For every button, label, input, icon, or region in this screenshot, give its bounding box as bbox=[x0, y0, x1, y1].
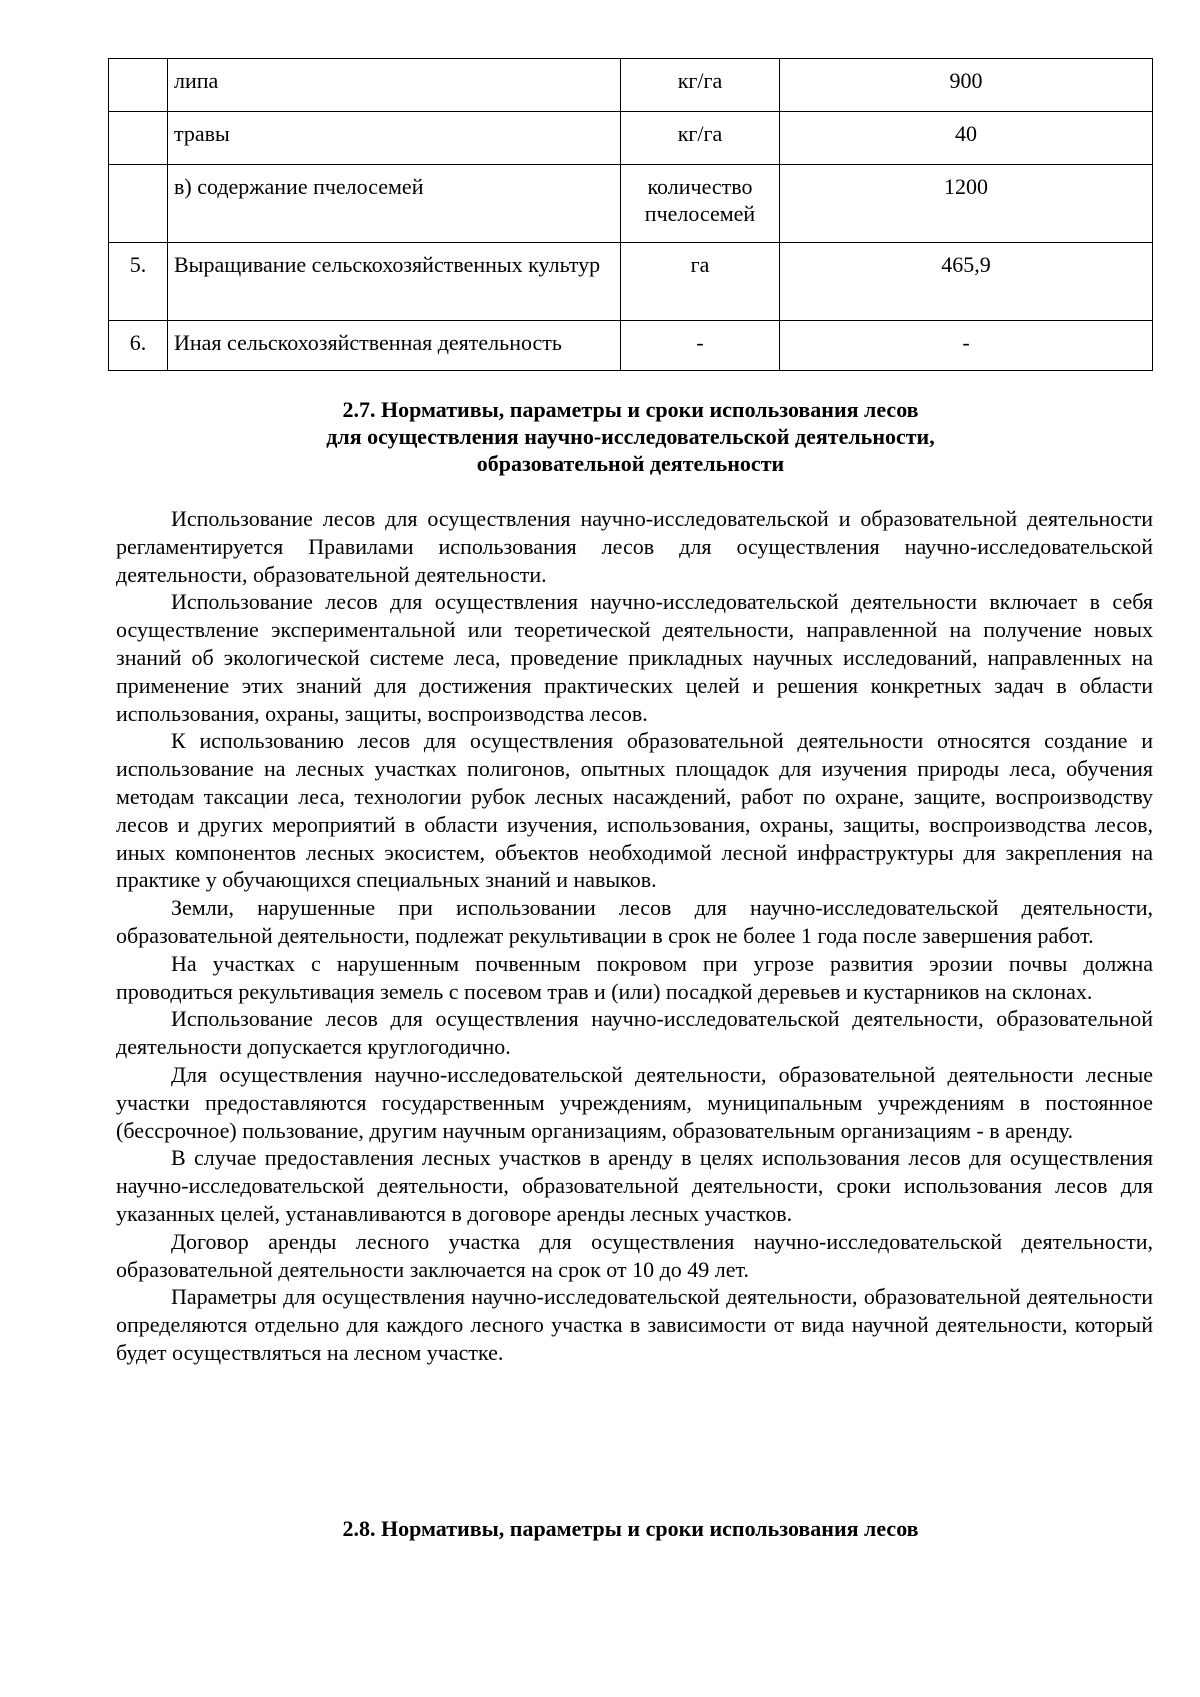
row-activity: липа bbox=[168, 59, 621, 112]
row-activity: Выращивание сельскохозяйственных культур bbox=[168, 243, 621, 321]
norms-table bbox=[108, 58, 1153, 371]
row-number: 5. bbox=[109, 243, 168, 321]
section-2-7-body bbox=[116, 505, 1153, 1367]
row-unit: - bbox=[621, 321, 780, 371]
paragraph: В случае предоставления лесных участков в аренду в целях использования лесов для осуществления научно-исследовательской деятельности, образовательной деятельности, сроки использования лесов для указанных целей, устанавливаются в договоре аренды лесных участков. bbox=[116, 1145, 1153, 1226]
row-number: 6. bbox=[109, 321, 168, 371]
section-2-7-heading bbox=[108, 396, 1153, 477]
paragraph: На участках с нарушенным почвенным покровом при угрозе развития эрозии почвы должна проводиться рекультивация земель с посевом трав и (или) посадкой деревьев и кустарников на склонах. bbox=[116, 950, 1153, 1004]
heading-line: для осуществления научно-исследовательской деятельности, bbox=[326, 424, 935, 449]
row-value: 465,9 bbox=[780, 243, 1153, 321]
row-unit: кг/га bbox=[621, 59, 780, 112]
heading-line: 2.7. Нормативы, параметры и сроки использования лесов bbox=[342, 397, 919, 422]
row-unit: количество пчелосемей bbox=[621, 165, 780, 243]
row-unit: га bbox=[621, 243, 780, 321]
row-activity: Иная сельскохозяйственная деятельность bbox=[168, 321, 621, 371]
table-row bbox=[109, 59, 1153, 112]
paragraph: К использованию лесов для осуществления образовательной деятельности относятся создание и использование на лесных участках полигонов, опытных площадок для изучения природы леса, обучения методам таксации леса, технологии рубок лесных насаждений, работ по охране, защите, воспроизводству лесов и других мероприятий в области изучения, использования, охраны, защиты, воспроизводства лесов, иных компонентов лесных экосистем, объектов необходимой лесной инфраструктуры для закрепления на практике у обучающихся специальных знаний и навыков. bbox=[116, 728, 1153, 893]
table-row bbox=[109, 112, 1153, 165]
paragraph: Земли, нарушенные при использовании лесов для научно-исследовательской деятельности, образовательной деятельности, подлежат рекультивации в срок не более 1 года после завершения работ. bbox=[116, 895, 1153, 948]
section-2-8-heading bbox=[108, 1515, 1153, 1542]
paragraph: Использование лесов для осуществления научно-исследовательской и образовательной деятельности регламентируется Правилами использования лесов для осуществления научно-исследовательской деятельности, образовательной деятельности. bbox=[116, 506, 1153, 587]
row-value: 900 bbox=[780, 59, 1153, 112]
paragraph: Использование лесов для осуществления научно-исследовательской деятельности, образовательной деятельности допускается круглогодично. bbox=[116, 1006, 1153, 1060]
row-value: 1200 bbox=[780, 165, 1153, 243]
row-number bbox=[109, 59, 168, 112]
row-unit: кг/га bbox=[621, 112, 780, 165]
row-number bbox=[109, 165, 168, 243]
heading-line: 2.8. Нормативы, параметры и сроки использования лесов bbox=[342, 1516, 919, 1541]
paragraph: Договор аренды лесного участка для осуществления научно-исследовательской деятельности, образовательной деятельности заключается на срок от 10 до 49 лет. bbox=[116, 1228, 1153, 1282]
row-value: - bbox=[780, 321, 1153, 371]
row-number bbox=[109, 112, 168, 165]
table-row bbox=[109, 165, 1153, 243]
row-value: 40 bbox=[780, 112, 1153, 165]
row-activity: в) содержание пчелосемей bbox=[168, 165, 621, 243]
paragraph: Использование лесов для осуществления научно-исследовательской деятельности включает в себя осуществление экспериментальной или теоретической деятельности, направленной на получение новых знаний об экологической системе леса, проведение прикладных научных исследований, направленных на применение этих знаний для достижения практических целей и решения конкретных задач в области использования, охраны, защиты, воспроизводства лесов. bbox=[116, 589, 1153, 726]
paragraph: Параметры для осуществления научно-исследовательской деятельности, образовательной деятельности определяются отдельно для каждого лесного участка в зависимости от вида научной деятельности, который будет осуществляться на лесном участке. bbox=[116, 1284, 1153, 1365]
table-row bbox=[109, 243, 1153, 321]
paragraph: Для осуществления научно-исследовательской деятельности, образовательной деятельности лесные участки предоставляются государственным учреждениям, муниципальным учреждениям в постоянное (бессрочное) пользование, другим научным организациям, образовательным организациям - в аренду. bbox=[116, 1061, 1153, 1143]
table-row bbox=[109, 321, 1153, 371]
row-activity: травы bbox=[168, 112, 621, 165]
heading-line: образовательной деятельности bbox=[476, 451, 785, 476]
